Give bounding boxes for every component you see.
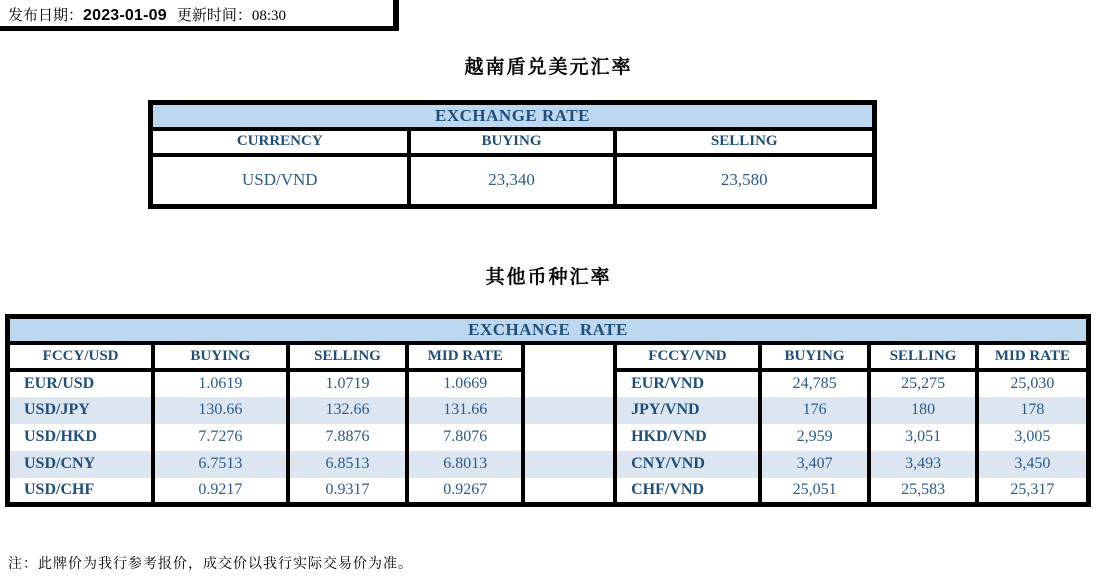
other-rates-table xyxy=(5,314,1091,507)
rate-value: 131.66 xyxy=(407,397,523,424)
gap-cell xyxy=(523,424,615,451)
rate-value: 7.8076 xyxy=(407,424,523,451)
publish-info-bar xyxy=(0,0,399,31)
currency-pair: USD/VND xyxy=(151,155,409,207)
rate-value: 24,785 xyxy=(760,370,870,397)
currency-pair: USD/CNY xyxy=(8,451,154,478)
rate-value: 25,030 xyxy=(977,370,1089,397)
rate-value: 25,051 xyxy=(760,478,870,505)
column-header-selling: SELLING xyxy=(615,129,875,155)
update-time-label: 更新时间： xyxy=(176,8,252,24)
rate-value: 25,275 xyxy=(869,370,976,397)
table-header-row xyxy=(8,343,1089,370)
currency-pair: HKD/VND xyxy=(615,424,760,451)
rate-value: 0.9267 xyxy=(407,478,523,505)
publish-date-label: 发布日期： xyxy=(8,8,84,24)
rate-value: 23,580 xyxy=(615,155,875,207)
column-header-midrate-vnd: MID RATE xyxy=(977,343,1089,370)
rate-value: 7.7276 xyxy=(153,424,287,451)
column-header-currency: CURRENCY xyxy=(151,129,409,155)
currency-pair: USD/JPY xyxy=(8,397,154,424)
table-header-row xyxy=(151,129,875,155)
currency-pair: USD/HKD xyxy=(8,424,154,451)
rate-value: 6.8013 xyxy=(407,451,523,478)
rate-value: 23,340 xyxy=(409,155,615,207)
gap-cell xyxy=(523,478,615,505)
usd-vnd-section-title: 越南盾兑美元汇率 xyxy=(464,57,633,78)
rate-value: 3,450 xyxy=(977,451,1089,478)
rate-row xyxy=(8,451,1089,478)
rate-value: 1.0619 xyxy=(153,370,287,397)
column-header-fccy-vnd: FCCY/VND xyxy=(615,343,760,370)
other-rates-section-title: 其他币种汇率 xyxy=(485,267,612,288)
column-header-selling-vnd: SELLING xyxy=(869,343,976,370)
currency-pair: EUR/USD xyxy=(8,370,154,397)
table-banner-row xyxy=(151,103,875,129)
currency-pair: CNY/VND xyxy=(615,451,760,478)
rate-value: 1.0669 xyxy=(407,370,523,397)
rate-value: 25,583 xyxy=(869,478,976,505)
column-header-midrate-usd: MID RATE xyxy=(407,343,523,370)
table-banner-row xyxy=(8,317,1089,343)
usd-vnd-rate-table xyxy=(148,100,877,209)
currency-pair: JPY/VND xyxy=(615,397,760,424)
table-banner: EXCHANGE RATE xyxy=(8,317,1089,343)
rate-row xyxy=(8,478,1089,505)
gap-cell xyxy=(523,397,615,424)
rate-value: 3,493 xyxy=(869,451,976,478)
rate-value: 6.8513 xyxy=(288,451,408,478)
footnote: 注：此牌价为我行参考报价，成交价以我行实际交易价为准。 xyxy=(8,557,413,572)
column-header-fccy-usd: FCCY/USD xyxy=(8,343,154,370)
rate-value: 25,317 xyxy=(977,478,1089,505)
rate-value: 176 xyxy=(760,397,870,424)
gap-cell xyxy=(523,370,615,397)
gap-cell xyxy=(523,343,615,370)
column-header-buying-vnd: BUYING xyxy=(760,343,870,370)
rate-value: 3,051 xyxy=(869,424,976,451)
rate-value: 0.9217 xyxy=(153,478,287,505)
currency-pair: USD/CHF xyxy=(8,478,154,505)
rate-value: 178 xyxy=(977,397,1089,424)
rate-value: 3,407 xyxy=(760,451,870,478)
rate-value: 3,005 xyxy=(977,424,1089,451)
rate-value: 0.9317 xyxy=(288,478,408,505)
rate-value: 130.66 xyxy=(153,397,287,424)
column-header-selling-usd: SELLING xyxy=(288,343,408,370)
currency-pair: CHF/VND xyxy=(615,478,760,505)
column-header-buying: BUYING xyxy=(409,129,615,155)
update-time-value: 08:30 xyxy=(251,8,287,24)
rate-row xyxy=(8,424,1089,451)
rate-value: 180 xyxy=(869,397,976,424)
gap-cell xyxy=(523,451,615,478)
rate-value: 2,959 xyxy=(760,424,870,451)
rate-row xyxy=(8,370,1089,397)
rate-row xyxy=(8,397,1089,424)
column-header-buying-usd: BUYING xyxy=(153,343,287,370)
table-banner: EXCHANGE RATE xyxy=(151,103,875,129)
rate-row xyxy=(151,155,875,207)
rate-value: 132.66 xyxy=(288,397,408,424)
other-rates-tbody xyxy=(8,370,1089,505)
currency-pair: EUR/VND xyxy=(615,370,760,397)
rate-value: 7.8876 xyxy=(288,424,408,451)
rate-value: 1.0719 xyxy=(288,370,408,397)
publish-date-value: 2023-01-09 xyxy=(83,7,167,24)
rate-value: 6.7513 xyxy=(153,451,287,478)
